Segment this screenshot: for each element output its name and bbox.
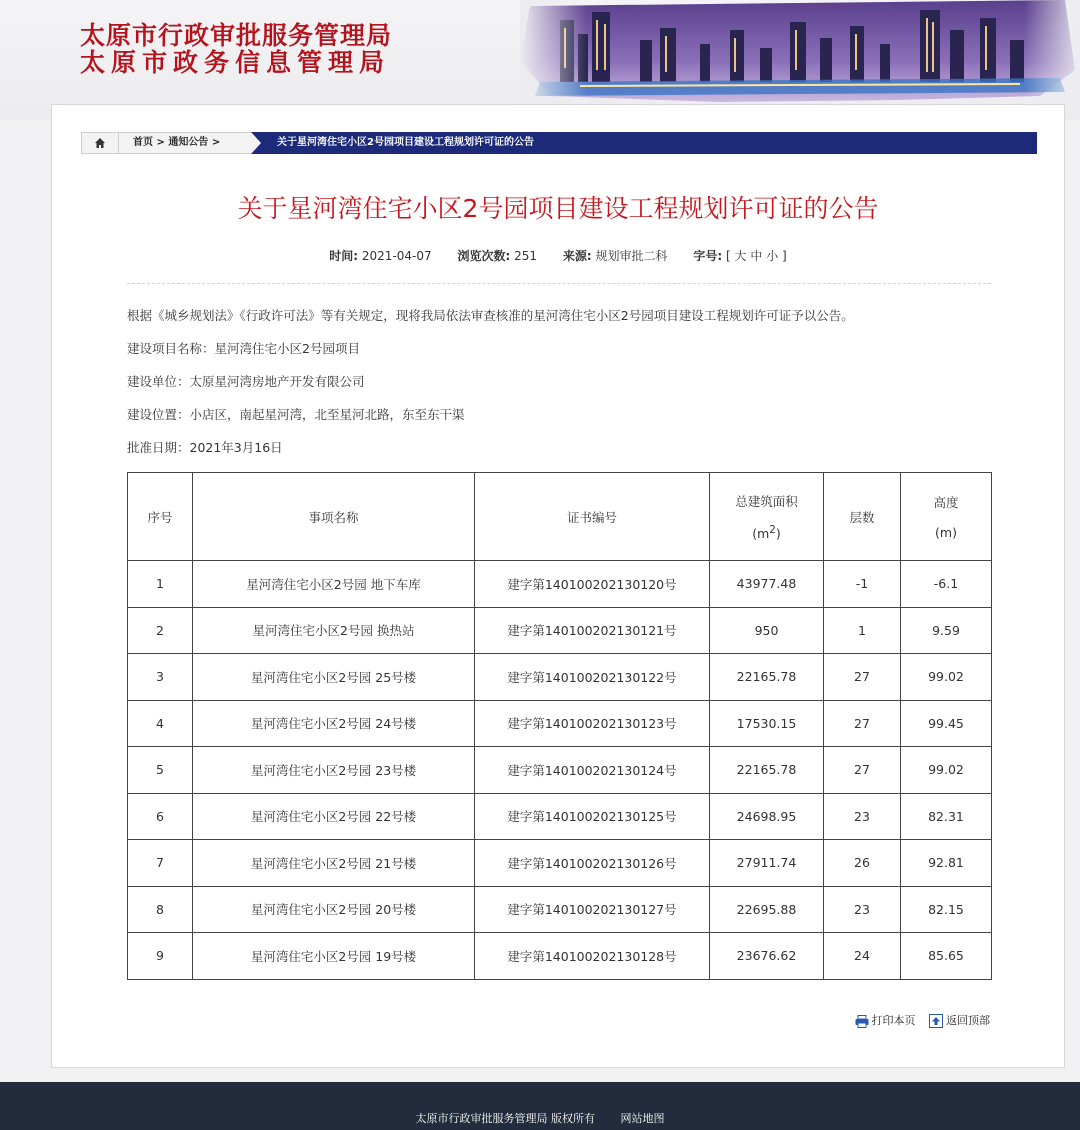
cell-cert: 建字第140100202130124号 <box>475 747 710 794</box>
font-bracket-open: [ <box>725 249 731 263</box>
org-name-line1[interactable]: 太原市行政审批服务管理局 <box>80 21 393 50</box>
cell-height: 99.02 <box>901 747 992 794</box>
page-tools <box>845 1012 991 1028</box>
footer-sitemap-link[interactable]: 网站地图 <box>620 1112 665 1125</box>
table-row <box>128 886 992 933</box>
approval-date-line: 批准日期：2021年3月16日 <box>127 440 283 455</box>
cell-name: 星河湾住宅小区2号园 地下车库 <box>193 561 475 608</box>
cell-area: 950 <box>710 607 824 654</box>
cell-floors: 27 <box>824 700 901 747</box>
footer-text <box>0 1110 1080 1126</box>
back-to-top-button[interactable] <box>929 1012 990 1028</box>
meta-time <box>329 249 435 263</box>
cell-name: 星河湾住宅小区2号园 21号楼 <box>193 840 475 887</box>
print-button[interactable] <box>855 1012 916 1028</box>
breadcrumb-arrow <box>251 132 261 154</box>
cell-cert: 建字第140100202130122号 <box>475 654 710 701</box>
area-unit-close: ) <box>775 526 781 542</box>
font-size-medium[interactable]: 中 <box>750 249 763 263</box>
cell-area: 24698.95 <box>710 793 824 840</box>
cell-cert: 建字第140100202130121号 <box>475 607 710 654</box>
cell-floors: 24 <box>824 933 901 980</box>
breadcrumb <box>81 132 1037 154</box>
cell-name: 星河湾住宅小区2号园 24号楼 <box>193 700 475 747</box>
th-height <box>901 473 992 561</box>
table-row <box>128 793 992 840</box>
cell-area: 22165.78 <box>710 654 824 701</box>
th-height-unit: (m) <box>935 525 957 540</box>
cell-height: 9.59 <box>901 607 992 654</box>
meta-views-label: 浏览次数: <box>457 249 511 263</box>
article-card <box>51 104 1065 1068</box>
breadcrumb-home[interactable] <box>81 132 119 154</box>
org-name-line2[interactable]: 太原市政务信息管理局 <box>80 48 391 77</box>
permit-table <box>127 472 992 980</box>
cell-area: 22695.88 <box>710 886 824 933</box>
cell-index: 2 <box>128 607 193 654</box>
th-floors: 层数 <box>824 473 901 561</box>
home-icon <box>94 137 106 149</box>
meta-time-value: 2021-04-07 <box>361 249 432 263</box>
th-area-label: 总建筑面积 <box>735 493 798 509</box>
cell-floors: 23 <box>824 886 901 933</box>
cell-height: 82.15 <box>901 886 992 933</box>
cell-height: 85.65 <box>901 933 992 980</box>
font-bracket-close: ] <box>782 249 787 263</box>
cell-floors: 1 <box>824 607 901 654</box>
meta-source <box>563 249 671 263</box>
th-area-unit <box>710 524 823 541</box>
cell-floors: 26 <box>824 840 901 887</box>
cell-index: 8 <box>128 886 193 933</box>
font-size-large[interactable]: 大 <box>734 249 747 263</box>
page-title: 关于星河湾住宅小区2号园项目建设工程规划许可证的公告 <box>237 194 879 223</box>
cell-area: 23676.62 <box>710 933 824 980</box>
cell-name: 星河湾住宅小区2号园 23号楼 <box>193 747 475 794</box>
city-skyline-banner <box>520 0 1080 104</box>
cell-height: 99.45 <box>901 700 992 747</box>
table-header-row <box>128 473 992 561</box>
meta-divider <box>127 283 991 284</box>
table-row <box>128 700 992 747</box>
cell-height: 82.31 <box>901 793 992 840</box>
site-footer <box>0 1082 1080 1130</box>
cell-floors: 27 <box>824 654 901 701</box>
site-header <box>0 0 1080 120</box>
cell-cert: 建字第140100202130126号 <box>475 840 710 887</box>
cell-index: 7 <box>128 840 193 887</box>
th-name: 事项名称 <box>193 473 475 561</box>
cell-cert: 建字第140100202130120号 <box>475 561 710 608</box>
th-index: 序号 <box>128 473 193 561</box>
breadcrumb-path[interactable]: 首页 > 通知公告 > <box>119 132 251 154</box>
cell-area: 17530.15 <box>710 700 824 747</box>
location-line: 建设位置：小店区，南起星河湾，北至星河北路，东至东干渠 <box>127 407 465 422</box>
th-height-label: 高度 <box>933 495 959 510</box>
cell-index: 9 <box>128 933 193 980</box>
printer-icon <box>855 1015 869 1028</box>
cell-name: 星河湾住宅小区2号园 换热站 <box>193 607 475 654</box>
meta-font-size <box>693 249 786 263</box>
cell-index: 3 <box>128 654 193 701</box>
back-to-top-label: 返回顶部 <box>946 1014 990 1027</box>
table-row <box>128 607 992 654</box>
meta-source-label: 来源: <box>562 249 592 263</box>
meta-views <box>457 249 540 263</box>
cell-area: 22165.78 <box>710 747 824 794</box>
font-size-small[interactable]: 小 <box>766 249 779 263</box>
table-row <box>128 747 992 794</box>
project-name-line: 建设项目名称：星河湾住宅小区2号园项目 <box>127 341 360 356</box>
breadcrumb-current: 关于星河湾住宅小区2号园项目建设工程规划许可证的公告 <box>277 137 534 148</box>
area-unit-sup: 2 <box>769 523 776 536</box>
cell-height: 99.02 <box>901 654 992 701</box>
cell-cert: 建字第140100202130123号 <box>475 700 710 747</box>
meta-time-label: 时间: <box>329 249 359 263</box>
area-unit-base: (m <box>752 526 770 542</box>
cell-index: 4 <box>128 700 193 747</box>
cell-index: 1 <box>128 561 193 608</box>
th-cert: 证书编号 <box>475 473 710 561</box>
cell-name: 星河湾住宅小区2号园 19号楼 <box>193 933 475 980</box>
article-meta <box>52 247 1064 264</box>
cell-floors: 27 <box>824 747 901 794</box>
table-row <box>128 654 992 701</box>
cell-name: 星河湾住宅小区2号园 20号楼 <box>193 886 475 933</box>
cell-height: 92.81 <box>901 840 992 887</box>
intro-paragraph: 根据《城乡规划法》《行政许可法》等有关规定，现将我局依法审查核准的星河湾住宅小区2号园项目建设工程规划许可证予以公告。 <box>127 308 854 323</box>
footer-copyright: 太原市行政审批服务管理局 版权所有 <box>415 1112 595 1125</box>
cell-floors: 23 <box>824 793 901 840</box>
cell-area: 27911.74 <box>710 840 824 887</box>
cell-name: 星河湾住宅小区2号园 25号楼 <box>193 654 475 701</box>
cell-height: -6.1 <box>901 561 992 608</box>
developer-line: 建设单位：太原星河湾房地产开发有限公司 <box>127 374 365 389</box>
cell-name: 星河湾住宅小区2号园 22号楼 <box>193 793 475 840</box>
cell-index: 6 <box>128 793 193 840</box>
back-to-top-icon <box>929 1014 943 1028</box>
print-label: 打印本页 <box>871 1014 916 1027</box>
meta-source-value: 规划审批二科 <box>595 249 668 263</box>
cell-cert: 建字第140100202130125号 <box>475 793 710 840</box>
table-row <box>128 933 992 980</box>
th-area <box>710 473 824 561</box>
table-row <box>128 840 992 887</box>
cell-floors: -1 <box>824 561 901 608</box>
meta-views-value: 251 <box>514 249 538 263</box>
cell-cert: 建字第140100202130127号 <box>475 886 710 933</box>
cell-area: 43977.48 <box>710 561 824 608</box>
cell-index: 5 <box>128 747 193 794</box>
table-row <box>128 561 992 608</box>
meta-font-label: 字号: <box>693 249 723 263</box>
cell-cert: 建字第140100202130128号 <box>475 933 710 980</box>
